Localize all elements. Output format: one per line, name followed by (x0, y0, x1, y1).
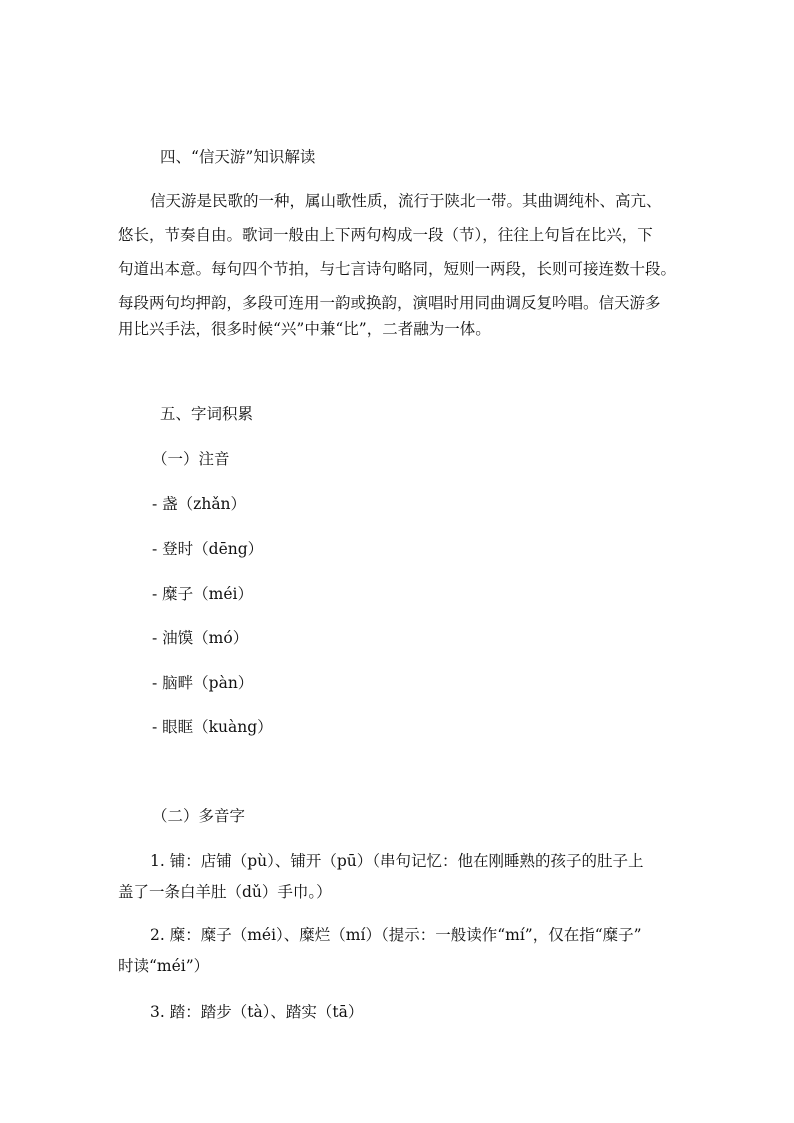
section-5-heading: 五、字词积累 (160, 405, 254, 423)
list-item: - 油馍（mó） (152, 629, 249, 647)
polyphonic-entry-line: 3. 踏：踏步（tà）、踏实（tā） (150, 1003, 364, 1021)
polyphonic-entry-line: 1. 铺：店铺（pù）、铺开（pū）（串句记忆：他在刚睡熟的孩子的肚子上 (150, 852, 644, 870)
paragraph-line: 用比兴手法，很多时候“兴”中兼“比”，二者融为一体。 (118, 320, 491, 338)
polyphonic-entry-line: 时读“méi”） (118, 957, 210, 975)
list-item: - 糜子（méi） (152, 585, 253, 603)
paragraph-line: 每段两句均押韵，多段可连用一韵或换韵，演唱时用同曲调反复吟唱。信天游多 (118, 294, 661, 312)
paragraph-line: 句道出本意。每句四个节拍，与七言诗句略同，短则一两段，长则可接连数十段。 (118, 260, 677, 278)
list-item: - 盏（zhǎn） (152, 495, 247, 513)
list-item: - 脑畔（pàn） (152, 674, 254, 692)
list-item: - 眼眶（kuàng） (152, 718, 273, 736)
paragraph-line: 悠长，节奏自由。歌词一般由上下两句构成一段（节），往往上句旨在比兴，下 (118, 226, 653, 244)
paragraph-line: 信天游是民歌的一种，属山歌性质，流行于陕北一带。其曲调纯朴、高亢、 (150, 192, 662, 210)
section-4-heading: 四、“信天游”知识解读 (160, 148, 316, 166)
polyphonic-entry-line: 2. 糜：糜子（méi）、糜烂（mí）（提示：一般读作“mí”，仅在指“糜子” (150, 926, 642, 944)
subsection-2-heading: （二）多音字 (152, 807, 246, 825)
polyphonic-entry-line: 盖了一条白羊肚（dǔ）手巾。） (118, 883, 332, 901)
subsection-1-heading: （一）注音 (152, 450, 230, 468)
list-item: - 登时（dēng） (152, 540, 264, 558)
